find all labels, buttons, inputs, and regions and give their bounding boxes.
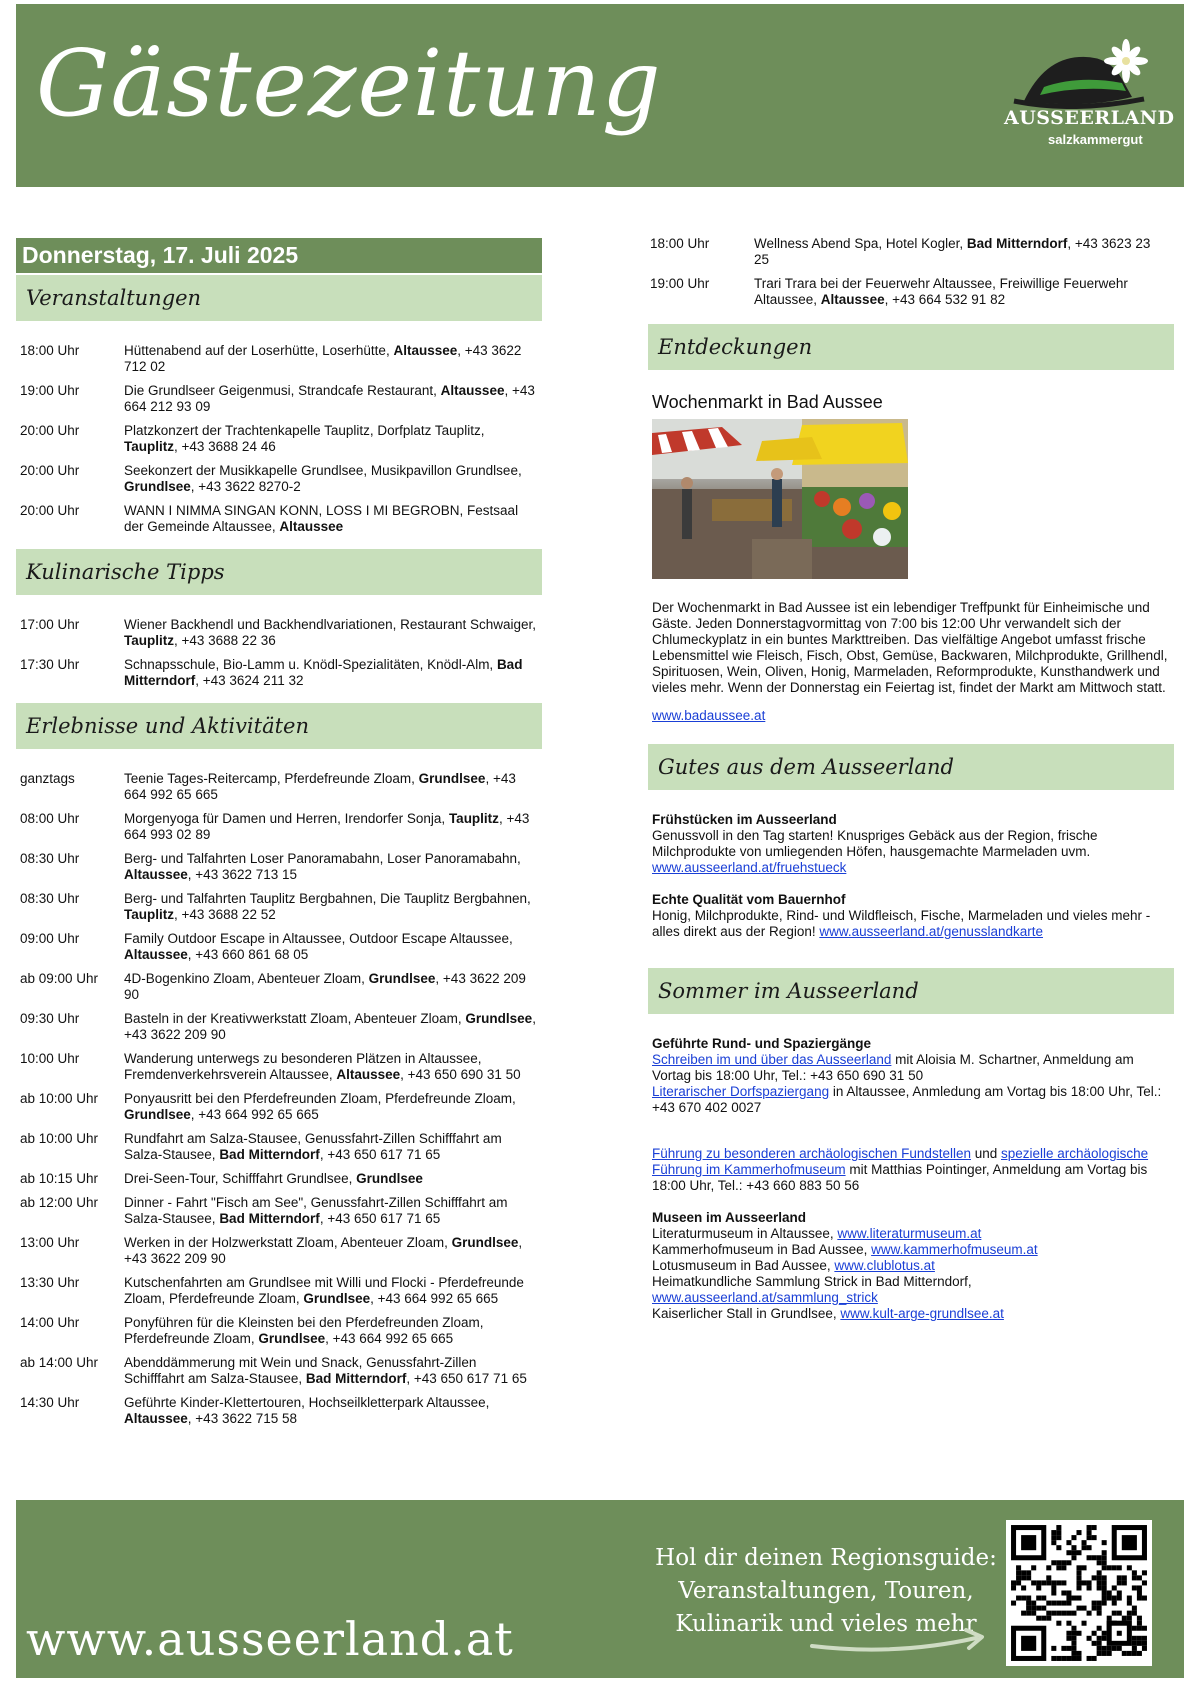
- event-contact: , +43 660 861 68 05: [187, 947, 309, 962]
- event-description: [124, 1235, 542, 1267]
- event-text: Die Grundlseer Geigenmusi, Strandcafe Restaurant,: [124, 383, 441, 398]
- event-contact: , +43 3622 8270-2: [190, 479, 301, 494]
- section-entdeckungen: Entdeckungen: [648, 324, 1174, 370]
- event-time: 20:00 Uhr: [20, 463, 80, 478]
- event-contact: , +43 3622 209 90: [124, 1235, 523, 1266]
- event-text: Wanderung unterwegs zu besonderen Plätzen in Altaussee, Fremdenverkehrsverein Altaussee,: [124, 1051, 482, 1082]
- event-row: [16, 1395, 542, 1427]
- ausseerland-logo: [1004, 39, 1175, 159]
- qr-code-graphic: [1006, 1520, 1152, 1666]
- event-location: Altaussee: [124, 1411, 188, 1426]
- event-contact: , +43 3624 211 32: [195, 673, 304, 688]
- event-location: Tauplitz: [124, 907, 174, 922]
- event-location: Grundlsee: [124, 479, 191, 494]
- event-text: Seekonzert der Musikkapelle Grundlsee, Musikpavillon Grundlsee,: [124, 463, 522, 478]
- event-contact: , +43 3622 209 90: [124, 971, 526, 1002]
- event-description: [124, 971, 542, 1003]
- event-contact: , +43 3688 22 52: [174, 907, 276, 922]
- page-title: Gästezeitung: [36, 30, 662, 137]
- event-list-right: [648, 236, 1174, 308]
- event-description: [124, 1355, 542, 1387]
- arch-text: mit Matthias Pointinger, Anmeldung am Vortag bis 18:00 Uhr, Tel.: +43 660 883 50 56: [652, 1162, 1148, 1193]
- event-location: Tauplitz: [124, 633, 174, 648]
- gutes-item1-title: Frühstücken im Ausseerland: [652, 812, 837, 827]
- museum-item: [652, 1226, 1170, 1242]
- event-description: [124, 1171, 542, 1187]
- event-contact: , +43 3622 713 15: [187, 867, 298, 882]
- walk2-text: in Altaussee, Anmledung am Vortag bis 18:00 Uhr, Tel.: +43 670 402 0027: [652, 1084, 1162, 1115]
- event-row: [16, 1235, 542, 1267]
- market-text: Der Wochenmarkt in Bad Aussee ist ein lebendiger Treffpunkt für Einheimische und Gäste. Jeden Donnerstagvormittag von 7:00 bis 12:00 Uhr verwandelt sich der Chlumeckyplatz in ein buntes Markttreiben. Das vielfältige Angebot umfasst frische Lebensmittel wie Fleisch, Fisch, Obst, Gemüse, Backwaren, Milchprodukte, Grillhendl, Spirituosen, Wein, Oliven, Honig, Marmeladen, Reformprodukte, Kunsthandwerk und vieles mehr. Wenn der Donnerstag ein Feiertag ist, findet der Markt am Mittwoch statt.: [652, 600, 1168, 695]
- market-scene-image: [652, 419, 908, 579]
- event-row: [16, 1011, 542, 1043]
- event-time: 13:30 Uhr: [20, 1275, 80, 1290]
- event-row: [16, 463, 542, 495]
- event-row: [16, 971, 542, 1003]
- event-location: Bad Mitterndorf: [966, 236, 1068, 251]
- event-location: Altaussee: [820, 292, 885, 307]
- event-location: Grundlsee: [418, 771, 486, 786]
- event-contact: , +43 3688 24 46: [174, 439, 276, 454]
- event-row: [16, 771, 542, 803]
- event-location: Altaussee: [336, 1067, 401, 1082]
- event-row: [16, 1051, 542, 1083]
- event-location: Tauplitz: [448, 811, 499, 826]
- event-description: [124, 657, 542, 689]
- event-contact: , +43 3623 23 25: [754, 236, 1151, 267]
- event-description: [124, 383, 542, 415]
- event-text: Rundfahrt am Salza-Stausee, Genussfahrt-Zillen Schifffahrt am Salza-Stausee,: [124, 1131, 502, 1162]
- section-veranstaltungen: Veranstaltungen: [16, 275, 542, 321]
- event-location: Grundlsee: [465, 1011, 533, 1026]
- museum-name: Lotusmuseum in Bad Aussee,: [652, 1258, 835, 1273]
- market-photo: [652, 419, 908, 579]
- event-contact: , +43 650 690 31 50: [400, 1067, 521, 1082]
- right-column: [648, 238, 1174, 1322]
- event-description: [124, 851, 542, 883]
- event-time: 20:00 Uhr: [20, 503, 80, 518]
- walk1-text: mit Aloisia M. Schartner, Anmeldung am Vortag bis 18:00 Uhr, Tel.: +43 650 690 31 50: [652, 1052, 1134, 1083]
- event-text: Kutschenfahrten am Grundlsee mit Willi und Flocki - Pferdefreunde Zloam, Pferdefreunde Zloam,: [124, 1275, 524, 1306]
- event-time: ganztags: [20, 771, 75, 786]
- event-time: 20:00 Uhr: [20, 423, 80, 438]
- event-description: [124, 1011, 542, 1043]
- event-time: ab 09:00 Uhr: [20, 971, 99, 986]
- museum-link[interactable]: www.kammerhofmuseum.at: [871, 1242, 1038, 1257]
- event-row: [16, 891, 542, 923]
- event-description: [754, 236, 1174, 268]
- arch-link-1[interactable]: Führung zu besonderen archäologischen Fundstellen: [652, 1146, 971, 1161]
- section-kulinarisch: Kulinarische Tipps: [16, 549, 542, 595]
- event-contact: , +43 3622 209 90: [124, 1011, 536, 1042]
- event-time: 17:30 Uhr: [20, 657, 80, 672]
- gutes-block-1: [648, 812, 1174, 876]
- event-time: ab 10:00 Uhr: [20, 1131, 99, 1146]
- event-text: Ponyführen für die Kleinsten bei den Pferdefreunden Zloam, Pferdefreunde Zloam,: [124, 1315, 484, 1346]
- event-row: [16, 1275, 542, 1307]
- event-contact: , +43 650 617 71 65: [319, 1211, 441, 1226]
- gutes-block-2: [648, 892, 1174, 940]
- section-erlebnisse: Erlebnisse und Aktivitäten: [16, 703, 542, 749]
- museen-list: [652, 1226, 1170, 1322]
- museum-name: Heimatkundliche Sammlung Strick in Bad Mitterndorf,: [652, 1274, 972, 1289]
- event-text: Drei-Seen-Tour, Schifffahrt Grundlsee,: [124, 1171, 357, 1186]
- badaussee-link[interactable]: www.badaussee.at: [652, 708, 766, 723]
- event-description: [124, 891, 542, 923]
- footer-url[interactable]: www.ausseerland.at: [26, 1612, 514, 1666]
- event-time: 09:30 Uhr: [20, 1011, 80, 1026]
- footer-banner: [16, 1500, 1184, 1678]
- event-row: [16, 931, 542, 963]
- guide-line-3: Kulinarik und vieles mehr: [675, 1611, 977, 1637]
- event-contact: , +43 3622 715 58: [187, 1411, 298, 1426]
- event-location: Tauplitz: [124, 439, 174, 454]
- event-time: ab 10:00 Uhr: [20, 1091, 99, 1106]
- event-time: ab 12:00 Uhr: [20, 1195, 99, 1210]
- event-location: Grundlsee: [356, 1171, 423, 1186]
- event-time: 14:00 Uhr: [20, 1315, 80, 1330]
- event-contact: , +43 3622 712 02: [124, 343, 522, 374]
- event-time: 18:00 Uhr: [20, 343, 80, 358]
- qr-code-icon[interactable]: [1006, 1520, 1152, 1666]
- section-sommer: Sommer im Ausseerland: [648, 968, 1174, 1014]
- event-contact: , +43 650 617 71 65: [406, 1371, 527, 1386]
- arrow-icon: [806, 1618, 1006, 1658]
- event-row: [16, 1315, 542, 1347]
- event-text: Dinner - Fahrt "Fisch am See", Genussfahrt-Zillen Schifffahrt am Salza-Stausee,: [124, 1195, 508, 1226]
- event-text: Berg- und Talfahrten Tauplitz Bergbahnen, Die Tauplitz Bergbahnen,: [124, 891, 531, 906]
- logo-name: AUSSEERLAND: [1004, 107, 1175, 129]
- event-text: Morgenyoga für Damen und Herren, Irendorfer Sonja,: [124, 811, 449, 826]
- gutes-item2-text: Honig, Milchprodukte, Rind- und Wildfleisch, Fische, Marmeladen und vieles mehr - alles direkt aus der Region!: [652, 908, 1151, 939]
- museum-link[interactable]: www.literaturmuseum.at: [837, 1226, 982, 1241]
- event-text: Wellness Abend Spa, Hotel Kogler,: [754, 236, 967, 251]
- event-text: Hüttenabend auf der Loserhütte, Loserhütte,: [124, 343, 394, 358]
- museum-item: [652, 1306, 1170, 1322]
- event-list-erlebnisse: [16, 771, 542, 1427]
- event-contact: , +43 664 992 65 665: [370, 1291, 499, 1306]
- event-location: Grundlsee: [451, 1235, 519, 1250]
- event-location: Altaussee: [440, 383, 505, 398]
- gutes-item1-text: Genussvoll in den Tag starten! Knuspriges Gebäck aus der Region, frische Milchprodukte von umliegenden Höfen, hausgemachte Marmeladen uvm.: [652, 828, 1098, 859]
- event-contact: , +43 664 992 65 665: [124, 771, 516, 802]
- event-description: [124, 1051, 542, 1083]
- event-location: Altaussee: [124, 867, 188, 882]
- event-time: 14:30 Uhr: [20, 1395, 80, 1410]
- event-location: Grundlsee: [124, 1107, 191, 1122]
- event-location: Bad Mitterndorf: [305, 1371, 407, 1386]
- event-row: [16, 657, 542, 689]
- event-time: 19:00 Uhr: [650, 276, 710, 291]
- market-title: Wochenmarkt in Bad Aussee: [652, 392, 883, 412]
- event-time: 08:00 Uhr: [20, 811, 80, 826]
- event-contact: , +43 664 992 65 665: [190, 1107, 319, 1122]
- event-row: [16, 1171, 542, 1187]
- event-row: [16, 1131, 542, 1163]
- event-location: Grundlsee: [368, 971, 436, 986]
- museen-title: Museen im Ausseerland: [652, 1210, 807, 1225]
- event-row: [16, 617, 542, 649]
- event-description: [754, 276, 1174, 308]
- event-location: Grundlsee: [303, 1291, 371, 1306]
- event-text: Platzkonzert der Trachtenkapelle Tauplitz, Dorfplatz Tauplitz,: [124, 423, 485, 438]
- event-description: [124, 423, 542, 455]
- museum-item: [652, 1242, 1170, 1258]
- event-row: [16, 423, 542, 455]
- event-text: Geführte Kinder-Klettertouren, Hochseilkletterpark Altaussee,: [124, 1395, 490, 1410]
- event-time: ab 14:00 Uhr: [20, 1355, 99, 1370]
- guide-line-2: Veranstaltungen, Touren,: [678, 1578, 974, 1604]
- event-location: Bad Mitterndorf: [219, 1147, 320, 1162]
- event-row: [16, 383, 542, 415]
- arch-mid: und: [970, 1146, 1001, 1161]
- event-text: WANN I NIMMA SINGAN KONN, LOSS I MI BEGROBN, Festsaal der Gemeinde Altaussee,: [124, 503, 519, 534]
- museum-name: Kammerhofmuseum in Bad Aussee,: [652, 1242, 872, 1257]
- museum-link[interactable]: www.ausseerland.at/sammlung_strick: [652, 1290, 878, 1305]
- event-location: Altaussee: [124, 947, 188, 962]
- event-contact: , +43 664 212 93 09: [124, 383, 535, 414]
- event-location: Bad Mitterndorf: [124, 657, 523, 688]
- genusslandkarte-link[interactable]: www.ausseerland.at/genusslandkarte: [819, 924, 1043, 939]
- event-contact: , +43 664 993 02 89: [124, 811, 530, 842]
- event-time: 08:30 Uhr: [20, 891, 80, 906]
- event-text: Berg- und Talfahrten Loser Panoramabahn, Loser Panoramabahn,: [124, 851, 521, 866]
- event-description: [124, 1275, 542, 1307]
- event-row: [648, 236, 1174, 268]
- event-time: 17:00 Uhr: [20, 617, 80, 632]
- guide-line-1: Hol dir deinen Regionsguide:: [655, 1545, 997, 1571]
- event-description: [124, 617, 542, 649]
- section-gutes: Gutes aus dem Ausseerland: [648, 744, 1174, 790]
- event-contact: , +43 650 617 71 65: [319, 1147, 441, 1162]
- event-description: [124, 1315, 542, 1347]
- event-time: 10:00 Uhr: [20, 1051, 80, 1066]
- event-description: [124, 1131, 542, 1163]
- museum-link[interactable]: www.kult-arge-grundlsee.at: [840, 1306, 1004, 1321]
- arch-link-2[interactable]: spezielle archäologische Führung im Kammerhofmuseum: [652, 1146, 1149, 1177]
- event-list-veranstaltungen: [16, 343, 542, 535]
- museum-item: [652, 1274, 1170, 1306]
- sommer-arch: [648, 1146, 1174, 1194]
- event-text: Wiener Backhendl und Backhendlvariationen, Restaurant Schwaiger,: [124, 617, 536, 632]
- market-link-row: [648, 708, 1174, 724]
- walk1-link[interactable]: Schreiben im und über das Ausseerland: [652, 1052, 892, 1067]
- event-contact: , +43 3688 22 36: [174, 633, 276, 648]
- event-time: 19:00 Uhr: [20, 383, 80, 398]
- walks-title: Geführte Rund- und Spaziergänge: [652, 1036, 872, 1051]
- sommer-walks: [648, 1036, 1174, 1116]
- event-row: [16, 503, 542, 535]
- event-list-kulinarisch: [16, 617, 542, 689]
- event-text: Trari Trara bei der Feuerwehr Altaussee, Freiwillige Feuerwehr Altaussee,: [754, 276, 1128, 307]
- event-row: [16, 811, 542, 843]
- event-time: 09:00 Uhr: [20, 931, 80, 946]
- event-description: [124, 503, 542, 535]
- event-time: ab 10:15 Uhr: [20, 1171, 99, 1186]
- event-location: Altaussee: [393, 343, 458, 358]
- header-banner: [16, 4, 1184, 187]
- museum-name: Kaiserlicher Stall in Grundlsee,: [652, 1306, 841, 1321]
- event-row: [16, 343, 542, 375]
- event-description: [124, 343, 542, 375]
- event-text: Abenddämmerung mit Wein und Snack, Genussfahrt-Zillen Schifffahrt am Salza-Stausee,: [124, 1355, 477, 1386]
- event-contact: , +43 664 992 65 665: [325, 1331, 454, 1346]
- event-description: [124, 1395, 542, 1427]
- event-row: [648, 276, 1174, 308]
- gutes-item2-title: Echte Qualität vom Bauernhof: [652, 892, 846, 907]
- event-text: Werken in der Holzwerkstatt Zloam, Abenteuer Zloam,: [124, 1235, 452, 1250]
- event-description: [124, 1091, 542, 1123]
- event-description: [124, 463, 542, 495]
- event-text: Family Outdoor Escape in Altaussee, Outdoor Escape Altaussee,: [124, 931, 513, 946]
- event-text: 4D-Bogenkino Zloam, Abenteuer Zloam,: [124, 971, 369, 986]
- logo-sub: salzkammergut: [1048, 132, 1143, 147]
- event-location: Altaussee: [279, 519, 344, 534]
- event-row: [16, 1355, 542, 1387]
- event-location: Grundlsee: [258, 1331, 326, 1346]
- event-text: Teenie Tages-Reitercamp, Pferdefreunde Zloam,: [124, 771, 419, 786]
- museum-item: [652, 1258, 1170, 1274]
- event-location: Bad Mitterndorf: [219, 1211, 320, 1226]
- event-text: Schnapsschule, Bio-Lamm u. Knödl-Spezialitäten, Knödl-Alm,: [124, 657, 497, 672]
- event-time: 13:00 Uhr: [20, 1235, 80, 1250]
- event-description: [124, 771, 542, 803]
- walk2-link[interactable]: Literarischer Dorfspaziergang: [652, 1084, 830, 1099]
- event-row: [16, 851, 542, 883]
- event-row: [16, 1195, 542, 1227]
- hat-edelweiss-icon: [1004, 39, 1154, 109]
- event-time: 18:00 Uhr: [650, 236, 710, 251]
- museum-link[interactable]: www.clublotus.at: [834, 1258, 935, 1273]
- event-text: Ponyausritt bei den Pferdefreunden Zloam, Pferdefreunde Zloam,: [124, 1091, 516, 1106]
- event-contact: , +43 664 532 91 82: [884, 292, 1006, 307]
- event-description: [124, 1195, 542, 1227]
- sommer-museen: [648, 1210, 1174, 1322]
- left-column: [16, 238, 542, 1443]
- date-heading: Donnerstag, 17. Juli 2025: [16, 238, 542, 273]
- event-row: [16, 1091, 542, 1123]
- fruehstueck-link[interactable]: www.ausseerland.at/fruehstueck: [652, 860, 847, 875]
- event-description: [124, 931, 542, 963]
- museum-name: Literaturmuseum in Altaussee,: [652, 1226, 838, 1241]
- event-text: Basteln in der Kreativwerkstatt Zloam, Abenteuer Zloam,: [124, 1011, 466, 1026]
- event-time: 08:30 Uhr: [20, 851, 80, 866]
- event-description: [124, 811, 542, 843]
